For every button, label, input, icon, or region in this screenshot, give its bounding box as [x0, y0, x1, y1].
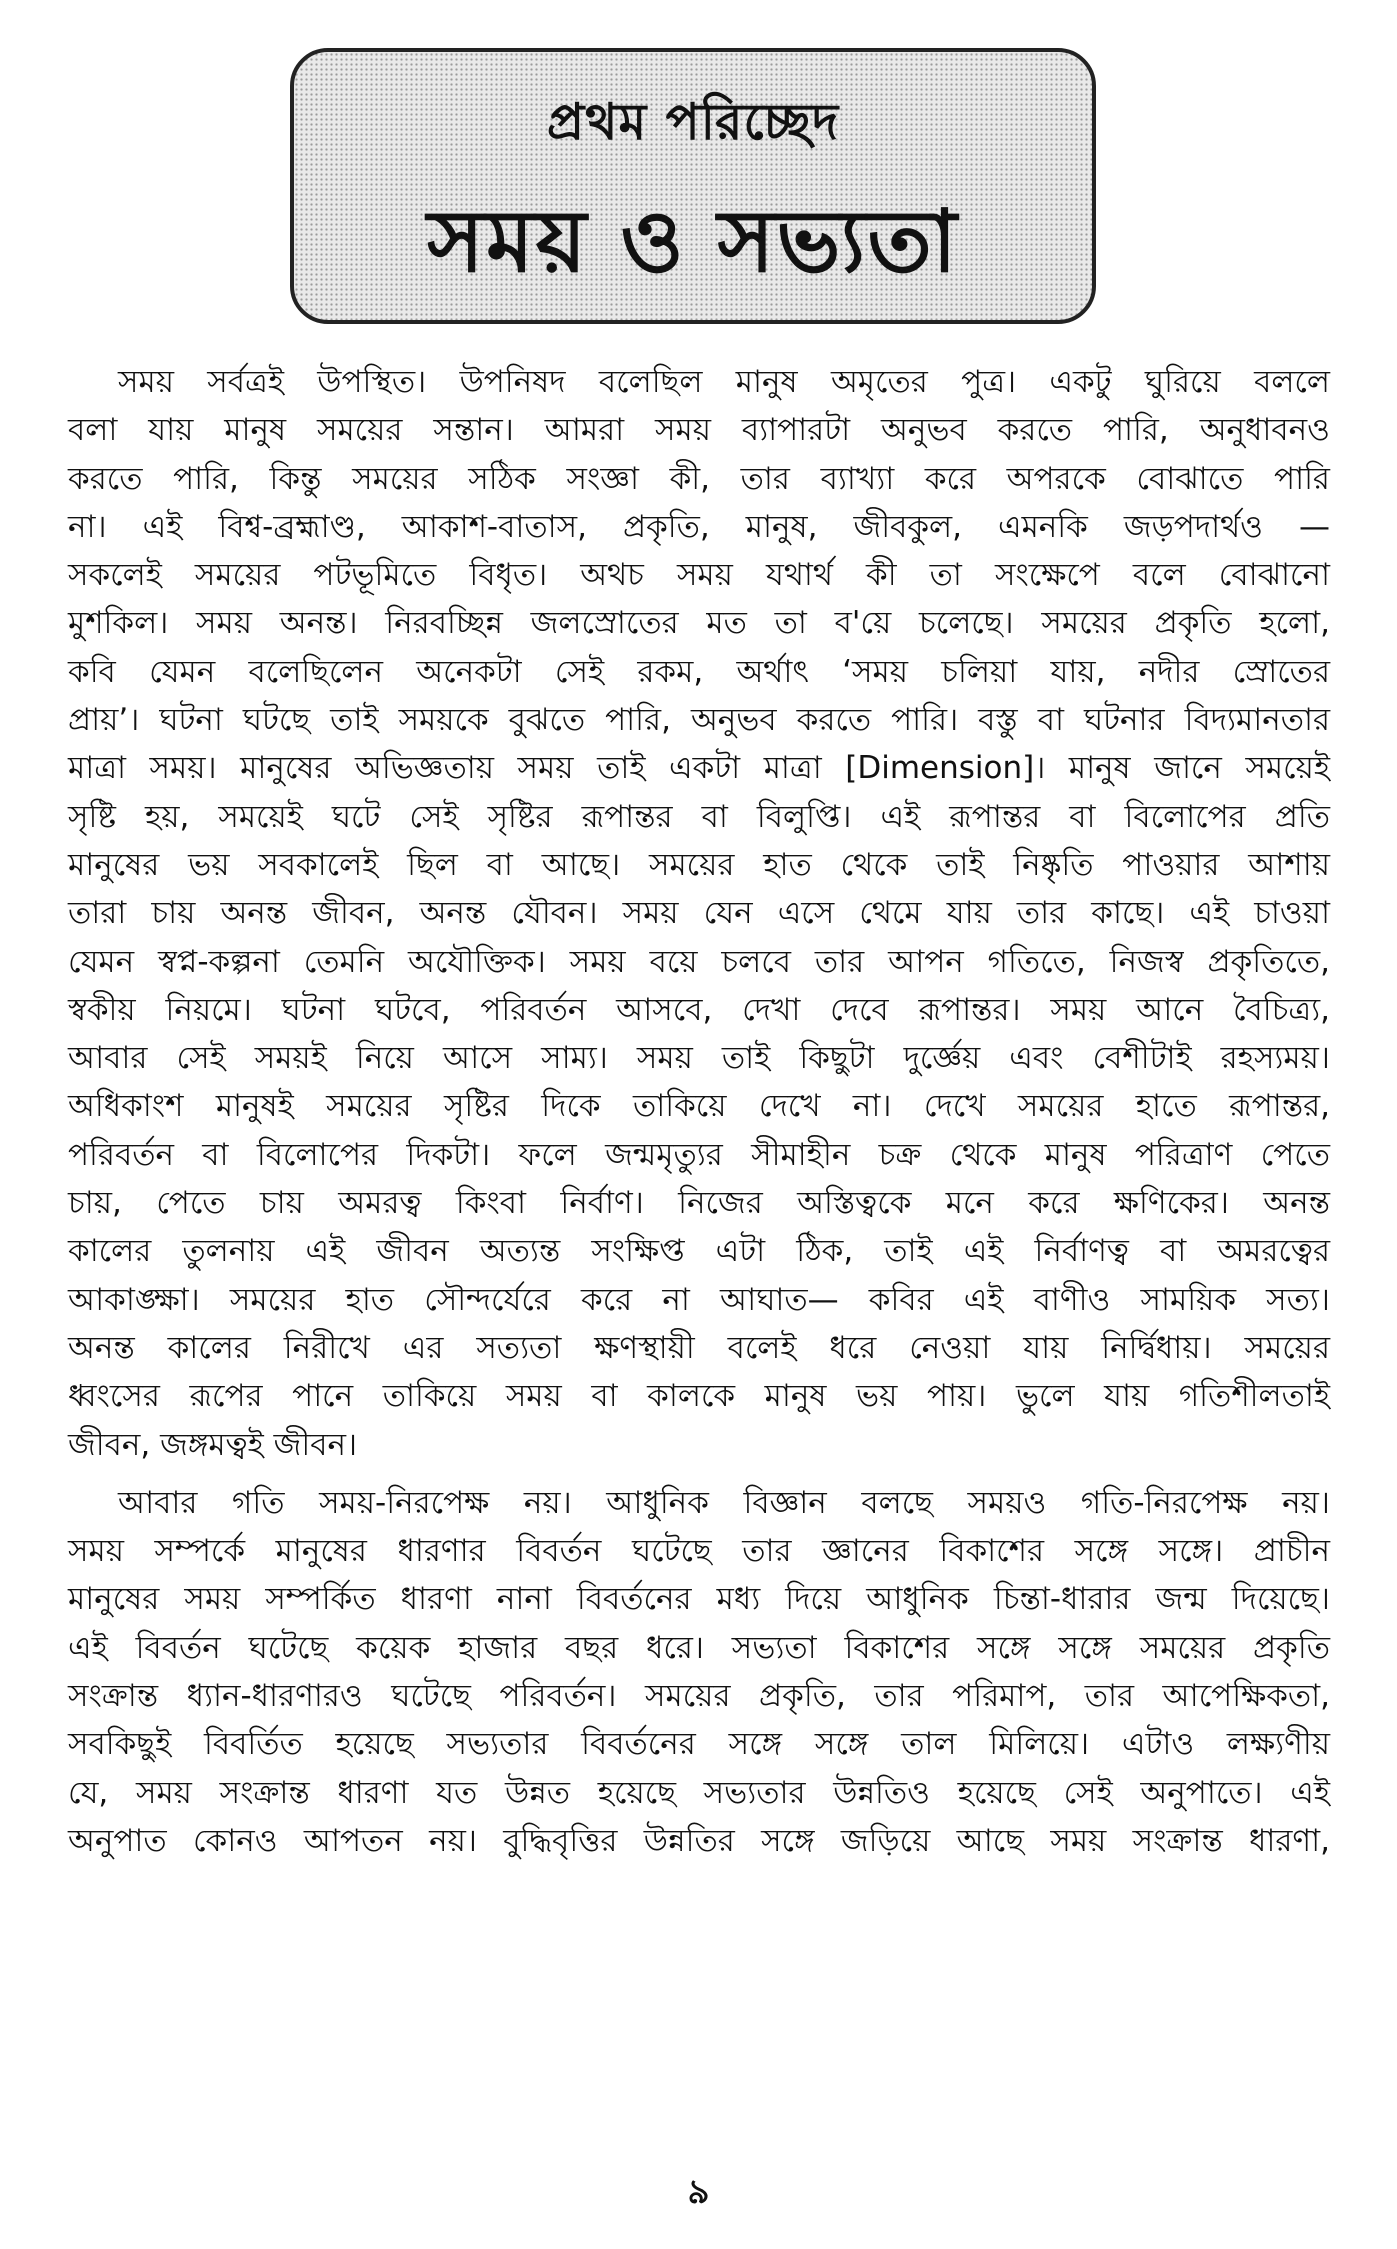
- text-line: সবকিছুই বিবর্তিত হয়েছে সভ্যতার বিবর্তনের সঙ্গে সঙ্গে তাল মিলিয়ে। এটাও লক্ষ্যণীয়: [68, 1726, 1330, 1763]
- text-line: যে, সময় সংক্রান্ত ধারণা যত উন্নত হয়েছে সভ্যতার উন্নতিও হয়েছে সেই অনুপাতে। এই: [68, 1774, 1330, 1811]
- text-line: আকাঙ্ক্ষা। সময়ের হাত সৌন্দর্যেরে করে না আঘাত— কবির এই বাণীও সাময়িক সত্য।: [68, 1281, 1330, 1318]
- chapter-heading-box: [290, 48, 1096, 324]
- text-line: চায়, পেতে চায় অমরত্ব কিংবা নির্বাণ। নিজের অস্তিত্বকে মনে করে ক্ষণিকের। অনন্ত: [68, 1185, 1330, 1222]
- paragraph-2: [68, 1479, 1330, 1865]
- text-line: সকলেই সময়ের পটভূমিতে বিধৃত। অথচ সময় যথার্থ কী তা সংক্ষেপে বলে বোঝানো: [68, 557, 1330, 594]
- body-text: [68, 358, 1330, 1865]
- text-line: পরিবর্তন বা বিলোপের দিকটা। ফলে জন্মমৃত্যুর সীমাহীন চক্র থেকে মানুষ পরিত্রাণ পেতে: [68, 1136, 1330, 1173]
- text-line: এই বিবর্তন ঘটেছে কয়েক হাজার বছর ধরে। সভ্যতা বিকাশের সঙ্গে সঙ্গে সময়ের প্রকৃতি: [68, 1629, 1330, 1666]
- text-line: আবার গতি সময়-নিরপেক্ষ নয়। আধুনিক বিজ্ঞান বলছে সময়ও গতি-নিরপেক্ষ নয়।: [118, 1484, 1330, 1521]
- text-line: কবি যেমন বলেছিলেন অনেকটা সেই রকম, অর্থাৎ ‘সময় চলিয়া যায়, নদীর স্রোতের: [68, 653, 1330, 690]
- text-line: বলা যায় মানুষ সময়ের সন্তান। আমরা সময় ব্যাপারটা অনুভব করতে পারি, অনুধাবনও: [68, 412, 1330, 449]
- text-line: মাত্রা সময়। মানুষের অভিজ্ঞতায় সময় তাই একটা মাত্রা [Dimension]। মানুষ জানে সময়েই: [68, 750, 1330, 787]
- text-line: তারা চায় অনন্ত জীবন, অনন্ত যৌবন। সময় যেন এসে থেমে যায় তার কাছে। এই চাওয়া: [68, 895, 1330, 932]
- text-line: যেমন স্বপ্ন-কল্পনা তেমনি অযৌক্তিক। সময় বয়ে চলবে তার আপন গতিতে, নিজস্ব প্রকৃতিতে,: [68, 943, 1330, 980]
- text-line: প্রায়’। ঘটনা ঘটছে তাই সময়কে বুঝতে পারি, অনুভব করতে পারি। বস্তু বা ঘটনার বিদ্যমানতার: [68, 702, 1330, 739]
- text-line: সময় সর্বত্রই উপস্থিত। উপনিষদ বলেছিল মানুষ অমৃতের পুত্র। একটু ঘুরিয়ে বললে: [118, 364, 1330, 400]
- text-line: স্বকীয় নিয়মে। ঘটনা ঘটবে, পরিবর্তন আসবে, দেখা দেবে রূপান্তর। সময় আনে বৈচিত্র্য,: [68, 991, 1330, 1028]
- text-line: করতে পারি, কিন্তু সময়ের সঠিক সংজ্ঞা কী, তার ব্যাখ্যা করে অপরকে বোঝাতে পারি: [68, 460, 1330, 497]
- paragraph-1: [68, 358, 1330, 1469]
- text-line: মানুষের সময় সম্পর্কিত ধারণা নানা বিবর্তনের মধ্য দিয়ে আধুনিক চিন্তা-ধারার জন্ম দিয়েছে।: [68, 1581, 1330, 1618]
- text-line: আবার সেই সময়ই নিয়ে আসে সাম্য। সময় তাই কিছুটা দুর্জ্ঞেয় এবং বেশীটাই রহস্যময়।: [68, 1040, 1330, 1077]
- text-line: না। এই বিশ্ব-ব্রহ্মাণ্ড, আকাশ-বাতাস, প্রকৃতি, মানুষ, জীবকুল, এমনকি জড়পদার্থও —: [68, 508, 1330, 545]
- text-line: সৃষ্টি হয়, সময়েই ঘটে সেই সৃষ্টির রূপান্তর বা বিলুপ্তি। এই রূপান্তর বা বিলোপের প্রতি: [68, 798, 1330, 835]
- text-line: জীবন, জঙ্গমত্বই জীবন।: [68, 1426, 358, 1463]
- text-line: ধ্বংসের রূপের পানে তাকিয়ে সময় বা কালকে মানুষ ভয় পায়। ভুলে যায় গতিশীলতাই: [68, 1378, 1330, 1415]
- text-line: অধিকাংশ মানুষই সময়ের সৃষ্টির দিকে তাকিয়ে দেখে না। দেখে সময়ের হাতে রূপান্তর,: [68, 1088, 1330, 1125]
- page-number: ৯: [687, 2172, 710, 2212]
- text-line: মুশকিল। সময় অনন্ত। নিরবচ্ছিন্ন জলস্রোতের মত তা ব'য়ে চলেছে। সময়ের প্রকৃতি হলো,: [68, 605, 1330, 642]
- text-line: সংক্রান্ত ধ্যান-ধারণারও ঘটেছে পরিবর্তন। সময়ের প্রকৃতি, তার পরিমাপ, তার আপেক্ষিকতা,: [68, 1678, 1330, 1715]
- chapter-title: সময় ও সভ্যতা: [427, 192, 959, 292]
- text-line: কালের তুলনায় এই জীবন অত্যন্ত সংক্ষিপ্ত এটা ঠিক, তাই এই নির্বাণত্ব বা অমরত্বের: [68, 1233, 1330, 1270]
- text-line: অনুপাত কোনও আপতন নয়। বুদ্ধিবৃত্তির উন্নতির সঙ্গে জড়িয়ে আছে সময় সংক্রান্ত ধারণা,: [68, 1822, 1330, 1859]
- chapter-label: প্রথম পরিচ্ছেদ: [546, 93, 840, 151]
- text-line: মানুষের ভয় সবকালেই ছিল বা আছে। সময়ের হাত থেকে তাই নিষ্কৃতি পাওয়ার আশায়: [68, 846, 1330, 883]
- text-line: অনন্ত কালের নিরীখে এর সত্যতা ক্ষণস্থায়ী বলেই ধরে নেওয়া যায় নির্দ্বিধায়। সময়ের: [68, 1329, 1330, 1366]
- text-line: সময় সম্পর্কে মানুষের ধারণার বিবর্তন ঘটেছে তার জ্ঞানের বিকাশের সঙ্গে সঙ্গে। প্রাচীন: [68, 1533, 1330, 1570]
